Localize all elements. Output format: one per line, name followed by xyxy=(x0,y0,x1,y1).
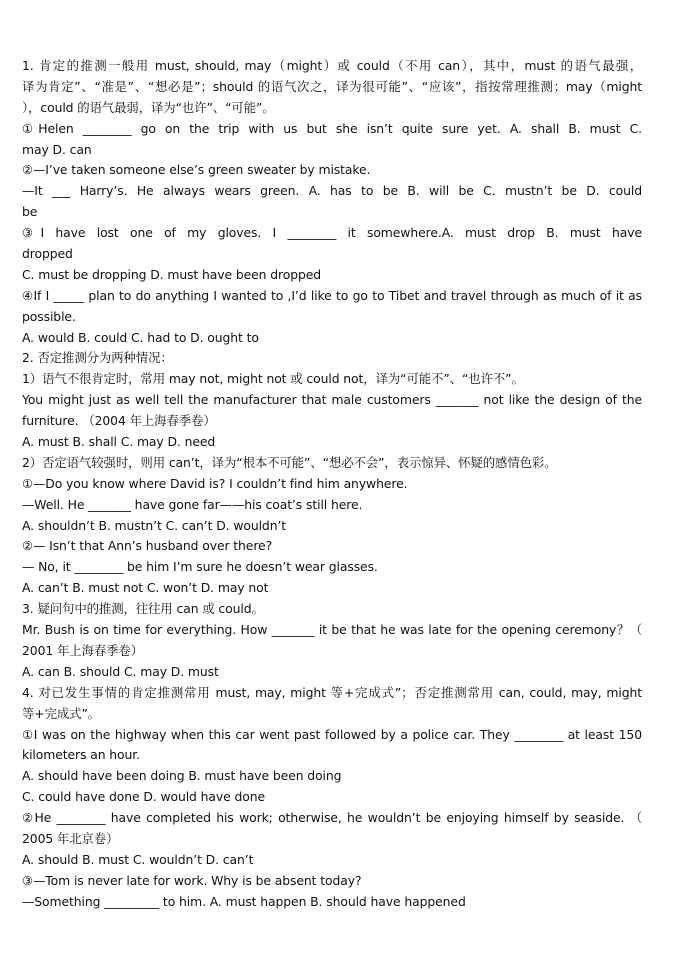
question-11-line-1: ③—Tom is never late for work. Why is be absent today? xyxy=(22,872,362,888)
question-3-line-3: C. must be dropping D. must have been dropped xyxy=(22,266,322,282)
question-2-line-2: —It ___ Harry’s. He always wears green. A. has to be B. will be C. mustn’t be D. could xyxy=(22,183,642,199)
question-9-line-1: ①I was on the highway when this car went past followed by a police car. They ________ at least 150 xyxy=(22,726,642,742)
question-6-options: A. shouldn’t B. mustn’t C. can’t D. wouldn’t xyxy=(22,517,287,533)
rule-2-sub-1: 1）语气不很肯定时，常用 may not, might not 或 could not，译为“可能不”、“也许不”。 xyxy=(22,371,524,387)
rule-1-line-2: 译为肯定”、“准是”、“想必是”；should 的语气次之，译为很可能”、“应该”，指按常理推测；may（might xyxy=(22,78,642,94)
question-2-line-3: be xyxy=(22,204,38,220)
question-9-options-2: C. could have done D. would have done xyxy=(22,789,266,805)
rule-1-line-1: 1. 肯定的推测一般用 must, should, may（might）或 could（不用 can），其中，must 的语气最强， xyxy=(22,58,642,73)
rule-2-sub-2: 2）否定语气较强时，则用 can’t，译为“根本不可能”、“想必不会”，表示惊异、怀疑的感情色彩。 xyxy=(22,454,557,470)
question-8-line-2: 2001 年上海春季卷） xyxy=(22,642,144,658)
question-5-line-1: You might just as well tell the manufacturer that male customers _______ not like the design of the xyxy=(22,392,642,408)
document-page xyxy=(22,56,642,913)
question-8-options: A. can B. should C. may D. must xyxy=(22,663,219,679)
question-4-line-2: possible. xyxy=(22,308,76,324)
question-9-line-2: kilometers an hour. xyxy=(22,747,140,763)
question-8-line-1: Mr. Bush is on time for everything. How _______ it be that he was late for the opening ceremony？（ xyxy=(22,622,642,638)
question-9-options-1: A. should have been doing B. must have been doing xyxy=(22,768,342,784)
question-1-line-1: ①Helen ________ go on the trip with us but she isn’t quite sure yet. A. shall B. must C. xyxy=(22,120,642,136)
question-10-options: A. should B. must C. wouldn’t D. can’t xyxy=(22,851,254,867)
question-2-line-1: ②—I’ve taken someone else’s green sweater by mistake. xyxy=(22,162,371,178)
question-7-line-1: ②— Isn’t that Ann’s husband over there? xyxy=(22,538,273,554)
question-1-line-2: may D. can xyxy=(22,141,92,157)
question-10-line-2: 2005 年北京卷） xyxy=(22,830,119,846)
question-4-options: A. would B. could C. had to D. ought to xyxy=(22,329,259,345)
question-5-line-2: furniture. （2004 年上海春季卷） xyxy=(22,413,216,429)
rule-2-heading: 2. 否定推测分为两种情况： xyxy=(22,350,173,366)
question-6-line-1: ①—Do you know where David is? I couldn’t find him anywhere. xyxy=(22,475,408,491)
rule-4-line-1: 4. 对已发生事情的肯定推测常用 must, may, might 等+完成式”；否定推测常用 can, could, may, might xyxy=(22,684,642,700)
question-10-line-1: ②He ________ have completed his work; otherwise, he wouldn’t be enjoying himself by seaside. （ xyxy=(22,810,642,826)
question-7-line-2: — No, it ________ be him I’m sure he doesn’t wear glasses. xyxy=(22,559,378,575)
question-6-line-2: —Well. He _______ have gone far——his coat’s still here. xyxy=(22,496,363,512)
question-7-options: A. can’t B. must not C. won’t D. may not xyxy=(22,580,269,596)
question-5-options: A. must B. shall C. may D. need xyxy=(22,434,216,450)
question-3-line-2: dropped xyxy=(22,246,73,262)
rule-1-line-3: ），could 的语气最弱，译为“也许”、“可能”。 xyxy=(22,99,275,115)
rule-4-line-2: 等+完成式”。 xyxy=(22,705,101,721)
question-4-line-1: ④If I _____ plan to do anything I wanted to ,I’d like to go to Tibet and travel through as much of it as xyxy=(22,287,642,303)
question-11-line-2: —Something _________ to him. A. must happen B. should have happened xyxy=(22,893,466,909)
question-3-line-1: ③I have lost one of my gloves. I ________ it somewhere.A. must drop B. must have xyxy=(22,225,642,241)
rule-3-heading: 3. 疑问句中的推测，往往用 can 或 could。 xyxy=(22,601,264,617)
